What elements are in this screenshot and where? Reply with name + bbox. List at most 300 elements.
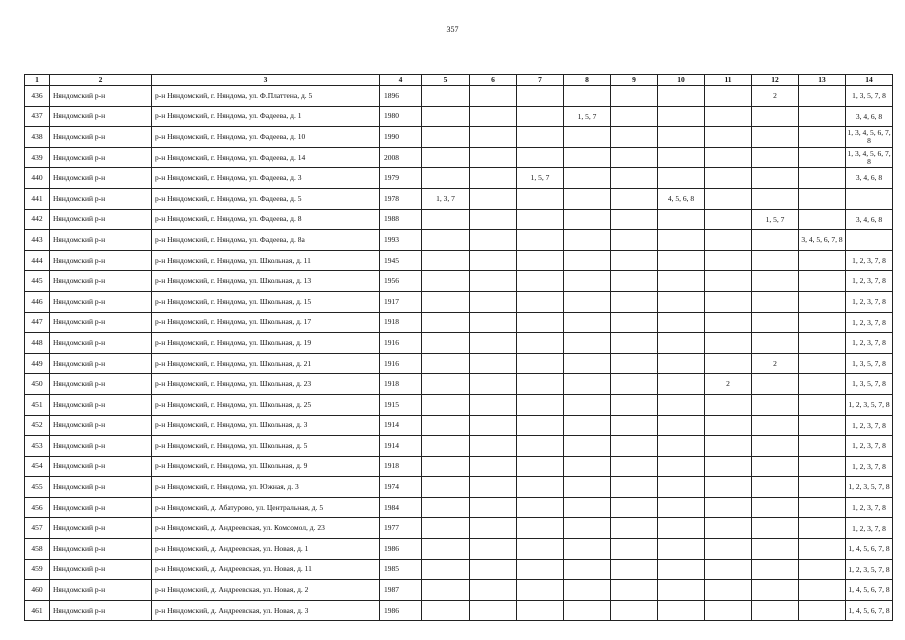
table-cell-col-6	[470, 374, 517, 395]
table-cell-col-14: 1, 2, 3, 7, 8	[846, 518, 893, 539]
table-row	[25, 209, 893, 230]
table-cell-col-7	[517, 188, 564, 209]
table-cell-col-4: 1915	[380, 394, 422, 415]
table-cell-col-7	[517, 518, 564, 539]
table-cell-col-14: 1, 2, 3, 7, 8	[846, 271, 893, 292]
table-row	[25, 291, 893, 312]
table-body	[25, 86, 893, 621]
table-cell-col-6	[470, 333, 517, 354]
table-cell-col-4: 1914	[380, 415, 422, 436]
table-cell-col-1: 437	[25, 106, 50, 127]
table-cell-col-5: 1, 3, 7	[422, 188, 470, 209]
table-cell-col-1: 448	[25, 333, 50, 354]
table-cell-col-11	[705, 333, 752, 354]
table-cell-col-3: р-н Няндомский, г. Няндома, ул. Школьная, д. 17	[152, 312, 380, 333]
table-cell-col-1: 454	[25, 456, 50, 477]
table-cell-col-12	[752, 250, 799, 271]
table-cell-col-13	[799, 394, 846, 415]
table-cell-col-6	[470, 456, 517, 477]
column-header-10: 10	[658, 75, 705, 86]
table-cell-col-8	[564, 291, 611, 312]
table-cell-col-9	[611, 106, 658, 127]
table-cell-col-14: 1, 4, 5, 6, 7, 8	[846, 539, 893, 560]
table-cell-col-4: 1984	[380, 497, 422, 518]
table-cell-col-4: 1986	[380, 539, 422, 560]
table-cell-col-12	[752, 374, 799, 395]
table-cell-col-14: 1, 2, 3, 7, 8	[846, 497, 893, 518]
table-cell-col-7	[517, 333, 564, 354]
table-cell-col-4: 1978	[380, 188, 422, 209]
table-cell-col-1: 459	[25, 559, 50, 580]
table-cell-col-11	[705, 539, 752, 560]
table-cell-col-7	[517, 230, 564, 251]
table-cell-col-11	[705, 188, 752, 209]
table-cell-col-7	[517, 271, 564, 292]
table-cell-col-4: 1914	[380, 436, 422, 457]
table-cell-col-9	[611, 518, 658, 539]
table-cell-col-12	[752, 106, 799, 127]
table-cell-col-5	[422, 250, 470, 271]
table-cell-col-2: Няндомский р-н	[50, 394, 152, 415]
table-cell-col-12	[752, 127, 799, 148]
table-cell-col-11	[705, 291, 752, 312]
table-row	[25, 188, 893, 209]
table-cell-col-13	[799, 271, 846, 292]
table-cell-col-14: 1, 3, 4, 5, 6, 7, 8	[846, 147, 893, 168]
table-cell-col-8	[564, 271, 611, 292]
table-cell-col-2: Няндомский р-н	[50, 271, 152, 292]
table-cell-col-9	[611, 168, 658, 189]
table-cell-col-4: 1985	[380, 559, 422, 580]
table-cell-col-13	[799, 477, 846, 498]
table-cell-col-8	[564, 250, 611, 271]
table-cell-col-14: 3, 4, 6, 8	[846, 168, 893, 189]
table-cell-col-1: 453	[25, 436, 50, 457]
table-cell-col-13	[799, 127, 846, 148]
table-cell-col-3: р-н Няндомский, г. Няндома, ул. Школьная, д. 11	[152, 250, 380, 271]
table-cell-col-11	[705, 518, 752, 539]
table-cell-col-13	[799, 436, 846, 457]
table-cell-col-12	[752, 456, 799, 477]
table-cell-col-4: 2008	[380, 147, 422, 168]
table-cell-col-6	[470, 353, 517, 374]
table-cell-col-6	[470, 106, 517, 127]
table-cell-col-5	[422, 147, 470, 168]
table-cell-col-7	[517, 539, 564, 560]
table-cell-col-6	[470, 600, 517, 621]
table-cell-col-2: Няндомский р-н	[50, 436, 152, 457]
table-cell-col-4: 1993	[380, 230, 422, 251]
table-cell-col-2: Няндомский р-н	[50, 559, 152, 580]
column-header-2: 2	[50, 75, 152, 86]
table-cell-col-7	[517, 127, 564, 148]
table-cell-col-3: р-н Няндомский, г. Няндома, ул. Фадеева, д. 3	[152, 168, 380, 189]
table-cell-col-5	[422, 106, 470, 127]
table-cell-col-5	[422, 456, 470, 477]
table-cell-col-10	[658, 209, 705, 230]
column-header-11: 11	[705, 75, 752, 86]
table-cell-col-3: р-н Няндомский, д. Андреевская, ул. Новая, д. 2	[152, 580, 380, 601]
table-cell-col-14: 1, 2, 3, 7, 8	[846, 456, 893, 477]
table-cell-col-13: 3, 4, 5, 6, 7, 8	[799, 230, 846, 251]
page-number: 357	[446, 25, 459, 34]
table-row	[25, 456, 893, 477]
table-cell-col-13	[799, 353, 846, 374]
table-cell-col-11	[705, 106, 752, 127]
table-cell-col-4: 1917	[380, 291, 422, 312]
column-header-6: 6	[470, 75, 517, 86]
table-cell-col-9	[611, 580, 658, 601]
table-cell-col-2: Няндомский р-н	[50, 374, 152, 395]
table-cell-col-11	[705, 456, 752, 477]
table-cell-col-1: 443	[25, 230, 50, 251]
table-cell-col-5	[422, 271, 470, 292]
table-row	[25, 394, 893, 415]
table-row	[25, 539, 893, 560]
table-cell-col-14: 3, 4, 6, 8	[846, 209, 893, 230]
table-row	[25, 147, 893, 168]
table-cell-col-11	[705, 230, 752, 251]
table-cell-col-9	[611, 477, 658, 498]
table-cell-col-11	[705, 436, 752, 457]
table-row	[25, 436, 893, 457]
table-cell-col-14: 1, 2, 3, 7, 8	[846, 415, 893, 436]
table-cell-col-8: 1, 5, 7	[564, 106, 611, 127]
table-cell-col-2: Няндомский р-н	[50, 539, 152, 560]
table-cell-col-10	[658, 374, 705, 395]
table-cell-col-9	[611, 271, 658, 292]
table-cell-col-4: 1977	[380, 518, 422, 539]
table-cell-col-8	[564, 353, 611, 374]
table-row	[25, 106, 893, 127]
table-cell-col-9	[611, 291, 658, 312]
table-cell-col-9	[611, 394, 658, 415]
table-cell-col-12	[752, 147, 799, 168]
table-cell-col-14: 1, 3, 4, 5, 6, 7, 8	[846, 127, 893, 148]
table-cell-col-3: р-н Няндомский, г. Няндома, ул. Школьная, д. 5	[152, 436, 380, 457]
table-cell-col-6	[470, 209, 517, 230]
table-cell-col-12	[752, 580, 799, 601]
column-header-8: 8	[564, 75, 611, 86]
table-cell-col-6	[470, 312, 517, 333]
table-cell-col-6	[470, 559, 517, 580]
table-cell-col-4: 1979	[380, 168, 422, 189]
table-cell-col-4: 1916	[380, 353, 422, 374]
table-cell-col-7	[517, 497, 564, 518]
table-cell-col-13	[799, 106, 846, 127]
table-cell-col-5	[422, 580, 470, 601]
table-cell-col-5	[422, 600, 470, 621]
table-row	[25, 374, 893, 395]
column-header-12: 12	[752, 75, 799, 86]
table-cell-col-10	[658, 106, 705, 127]
table-cell-col-10	[658, 86, 705, 107]
table-cell-col-3: р-н Няндомский, г. Няндома, ул. Школьная, д. 23	[152, 374, 380, 395]
table-cell-col-5	[422, 394, 470, 415]
table-cell-col-1: 439	[25, 147, 50, 168]
table-cell-col-6	[470, 188, 517, 209]
table-row	[25, 168, 893, 189]
table-cell-col-7	[517, 477, 564, 498]
table-cell-col-12	[752, 291, 799, 312]
table-row	[25, 559, 893, 580]
table-cell-col-3: р-н Няндомский, г. Няндома, ул. Школьная, д. 21	[152, 353, 380, 374]
table-cell-col-3: р-н Няндомский, г. Няндома, ул. Фадеева, д. 5	[152, 188, 380, 209]
table-cell-col-7	[517, 86, 564, 107]
table-cell-col-8	[564, 497, 611, 518]
table-cell-col-4: 1918	[380, 312, 422, 333]
table-cell-col-12	[752, 497, 799, 518]
table-cell-col-11	[705, 415, 752, 436]
table-cell-col-13	[799, 415, 846, 436]
table-cell-col-10	[658, 559, 705, 580]
table-cell-col-11	[705, 209, 752, 230]
table-cell-col-6	[470, 250, 517, 271]
table-cell-col-2: Няндомский р-н	[50, 106, 152, 127]
table-cell-col-8	[564, 580, 611, 601]
table-cell-col-8	[564, 127, 611, 148]
table-cell-col-10	[658, 230, 705, 251]
table-cell-col-2: Няндомский р-н	[50, 580, 152, 601]
table-cell-col-4: 1988	[380, 209, 422, 230]
table-cell-col-5	[422, 127, 470, 148]
table-cell-col-12	[752, 600, 799, 621]
table-cell-col-3: р-н Няндомский, г. Няндома, ул. Школьная, д. 13	[152, 271, 380, 292]
table-cell-col-3: р-н Няндомский, г. Няндома, ул. Фадеева, д. 1	[152, 106, 380, 127]
table-cell-col-11	[705, 250, 752, 271]
table-cell-col-10	[658, 394, 705, 415]
housing-table	[24, 74, 893, 621]
table-cell-col-12	[752, 394, 799, 415]
table-cell-col-14: 1, 2, 3, 7, 8	[846, 291, 893, 312]
table-cell-col-12	[752, 539, 799, 560]
table-cell-col-12: 2	[752, 86, 799, 107]
table-cell-col-3: р-н Няндомский, г. Няндома, ул. Фадеева, д. 10	[152, 127, 380, 148]
table-row	[25, 497, 893, 518]
table-cell-col-8	[564, 209, 611, 230]
table-cell-col-10	[658, 477, 705, 498]
table-cell-col-2: Няндомский р-н	[50, 518, 152, 539]
table-cell-col-14: 1, 2, 3, 7, 8	[846, 436, 893, 457]
table-cell-col-3: р-н Няндомский, г. Няндома, ул. Фадеева, д. 14	[152, 147, 380, 168]
table-cell-col-7	[517, 147, 564, 168]
table-cell-col-6	[470, 539, 517, 560]
table-cell-col-14: 1, 2, 3, 5, 7, 8	[846, 477, 893, 498]
table-cell-col-14	[846, 230, 893, 251]
table-cell-col-1: 456	[25, 497, 50, 518]
table-cell-col-1: 460	[25, 580, 50, 601]
table-cell-col-11	[705, 353, 752, 374]
table-cell-col-10	[658, 600, 705, 621]
table-cell-col-3: р-н Няндомский, г. Няндома, ул. Ф.Платтена, д. 5	[152, 86, 380, 107]
table-cell-col-13	[799, 209, 846, 230]
table-cell-col-11	[705, 86, 752, 107]
table-cell-col-5	[422, 168, 470, 189]
table-cell-col-3: р-н Няндомский, д. Андреевская, ул. Новая, д. 1	[152, 539, 380, 560]
table-cell-col-11: 2	[705, 374, 752, 395]
table-cell-col-7	[517, 106, 564, 127]
table-cell-col-13	[799, 518, 846, 539]
table-cell-col-12: 2	[752, 353, 799, 374]
table-cell-col-14: 1, 2, 3, 5, 7, 8	[846, 559, 893, 580]
table-cell-col-1: 440	[25, 168, 50, 189]
table-row	[25, 600, 893, 621]
table-cell-col-10	[658, 436, 705, 457]
table-cell-col-2: Няндомский р-н	[50, 291, 152, 312]
table-cell-col-13	[799, 600, 846, 621]
table-cell-col-12	[752, 333, 799, 354]
table-cell-col-8	[564, 374, 611, 395]
table-row	[25, 86, 893, 107]
table-cell-col-1: 446	[25, 291, 50, 312]
table-cell-col-7	[517, 559, 564, 580]
table-cell-col-8	[564, 415, 611, 436]
table-cell-col-13	[799, 374, 846, 395]
table-cell-col-12	[752, 168, 799, 189]
table-cell-col-10: 4, 5, 6, 8	[658, 188, 705, 209]
table-cell-col-5	[422, 291, 470, 312]
table-cell-col-4: 1956	[380, 271, 422, 292]
table-cell-col-12	[752, 559, 799, 580]
table-cell-col-12	[752, 415, 799, 436]
table-cell-col-4: 1986	[380, 600, 422, 621]
table-cell-col-2: Няндомский р-н	[50, 312, 152, 333]
table-row	[25, 312, 893, 333]
table-cell-col-10	[658, 127, 705, 148]
table-cell-col-5	[422, 209, 470, 230]
table-cell-col-6	[470, 580, 517, 601]
column-header-1: 1	[25, 75, 50, 86]
table-cell-col-2: Няндомский р-н	[50, 477, 152, 498]
table-cell-col-7	[517, 291, 564, 312]
column-header-13: 13	[799, 75, 846, 86]
table-cell-col-8	[564, 86, 611, 107]
table-cell-col-2: Няндомский р-н	[50, 333, 152, 354]
table-cell-col-12	[752, 436, 799, 457]
table-cell-col-6	[470, 518, 517, 539]
table-cell-col-1: 461	[25, 600, 50, 621]
table-cell-col-10	[658, 415, 705, 436]
table-cell-col-5	[422, 477, 470, 498]
table-row	[25, 271, 893, 292]
table-cell-col-2: Няндомский р-н	[50, 230, 152, 251]
table-cell-col-12	[752, 518, 799, 539]
table-cell-col-2: Няндомский р-н	[50, 353, 152, 374]
table-cell-col-12	[752, 230, 799, 251]
table-cell-col-11	[705, 497, 752, 518]
table-cell-col-7	[517, 209, 564, 230]
table-cell-col-3: р-н Няндомский, г. Няндома, ул. Фадеева, д. 8а	[152, 230, 380, 251]
table-cell-col-1: 445	[25, 271, 50, 292]
table-cell-col-8	[564, 600, 611, 621]
table-cell-col-6	[470, 415, 517, 436]
table-cell-col-1: 457	[25, 518, 50, 539]
table-cell-col-3: р-н Няндомский, г. Няндома, ул. Школьная, д. 15	[152, 291, 380, 312]
table-cell-col-8	[564, 436, 611, 457]
table-cell-col-11	[705, 600, 752, 621]
table-cell-col-8	[564, 188, 611, 209]
table-cell-col-5	[422, 539, 470, 560]
header-row	[25, 75, 893, 86]
table-cell-col-10	[658, 456, 705, 477]
table-cell-col-2: Няндомский р-н	[50, 168, 152, 189]
column-header-14: 14	[846, 75, 893, 86]
table-cell-col-4: 1896	[380, 86, 422, 107]
table-cell-col-3: р-н Няндомский, г. Няндома, ул. Фадеева, д. 8	[152, 209, 380, 230]
table-cell-col-12	[752, 477, 799, 498]
table-cell-col-13	[799, 86, 846, 107]
table-cell-col-5	[422, 518, 470, 539]
column-header-7: 7	[517, 75, 564, 86]
table-cell-col-5	[422, 497, 470, 518]
table-cell-col-13	[799, 559, 846, 580]
table-cell-col-1: 441	[25, 188, 50, 209]
table-cell-col-10	[658, 168, 705, 189]
table-cell-col-10	[658, 147, 705, 168]
table-cell-col-4: 1980	[380, 106, 422, 127]
table-row	[25, 580, 893, 601]
table-cell-col-5	[422, 230, 470, 251]
table-cell-col-10	[658, 353, 705, 374]
table-cell-col-11	[705, 477, 752, 498]
table-cell-col-6	[470, 497, 517, 518]
table-cell-col-1: 438	[25, 127, 50, 148]
table-cell-col-8	[564, 539, 611, 560]
table-cell-col-13	[799, 497, 846, 518]
table-cell-col-14: 1, 3, 5, 7, 8	[846, 353, 893, 374]
table-cell-col-3: р-н Няндомский, д. Андреевская, ул. Комсомол, д. 23	[152, 518, 380, 539]
table-cell-col-9	[611, 250, 658, 271]
table-cell-col-6	[470, 168, 517, 189]
table-cell-col-11	[705, 580, 752, 601]
table-cell-col-2: Няндомский р-н	[50, 188, 152, 209]
table-cell-col-9	[611, 559, 658, 580]
table-cell-col-10	[658, 333, 705, 354]
table-cell-col-3: р-н Няндомский, г. Няндома, ул. Южная, д. 3	[152, 477, 380, 498]
table-cell-col-14: 1, 2, 3, 7, 8	[846, 250, 893, 271]
table-row	[25, 353, 893, 374]
table-cell-col-9	[611, 539, 658, 560]
table-cell-col-13	[799, 168, 846, 189]
table-cell-col-6	[470, 271, 517, 292]
table-cell-col-7	[517, 436, 564, 457]
table-cell-col-3: р-н Няндомский, г. Няндома, ул. Школьная, д. 3	[152, 415, 380, 436]
table-cell-col-5	[422, 333, 470, 354]
table-cell-col-14: 1, 2, 3, 7, 8	[846, 333, 893, 354]
table-cell-col-9	[611, 147, 658, 168]
table-cell-col-10	[658, 250, 705, 271]
column-header-3: 3	[152, 75, 380, 86]
table-cell-col-7: 1, 5, 7	[517, 168, 564, 189]
table-cell-col-10	[658, 497, 705, 518]
table-cell-col-6	[470, 291, 517, 312]
table-cell-col-14: 1, 2, 3, 5, 7, 8	[846, 394, 893, 415]
table-cell-col-13	[799, 147, 846, 168]
table-cell-col-5	[422, 374, 470, 395]
table-cell-col-13	[799, 250, 846, 271]
table-cell-col-1: 449	[25, 353, 50, 374]
table-cell-col-8	[564, 312, 611, 333]
table-cell-col-5	[422, 415, 470, 436]
table-cell-col-14: 1, 3, 5, 7, 8	[846, 374, 893, 395]
table-cell-col-1: 451	[25, 394, 50, 415]
table-cell-col-11	[705, 559, 752, 580]
table-cell-col-13	[799, 333, 846, 354]
table-cell-col-2: Няндомский р-н	[50, 415, 152, 436]
table-cell-col-5	[422, 559, 470, 580]
table-cell-col-4: 1974	[380, 477, 422, 498]
table-cell-col-1: 455	[25, 477, 50, 498]
